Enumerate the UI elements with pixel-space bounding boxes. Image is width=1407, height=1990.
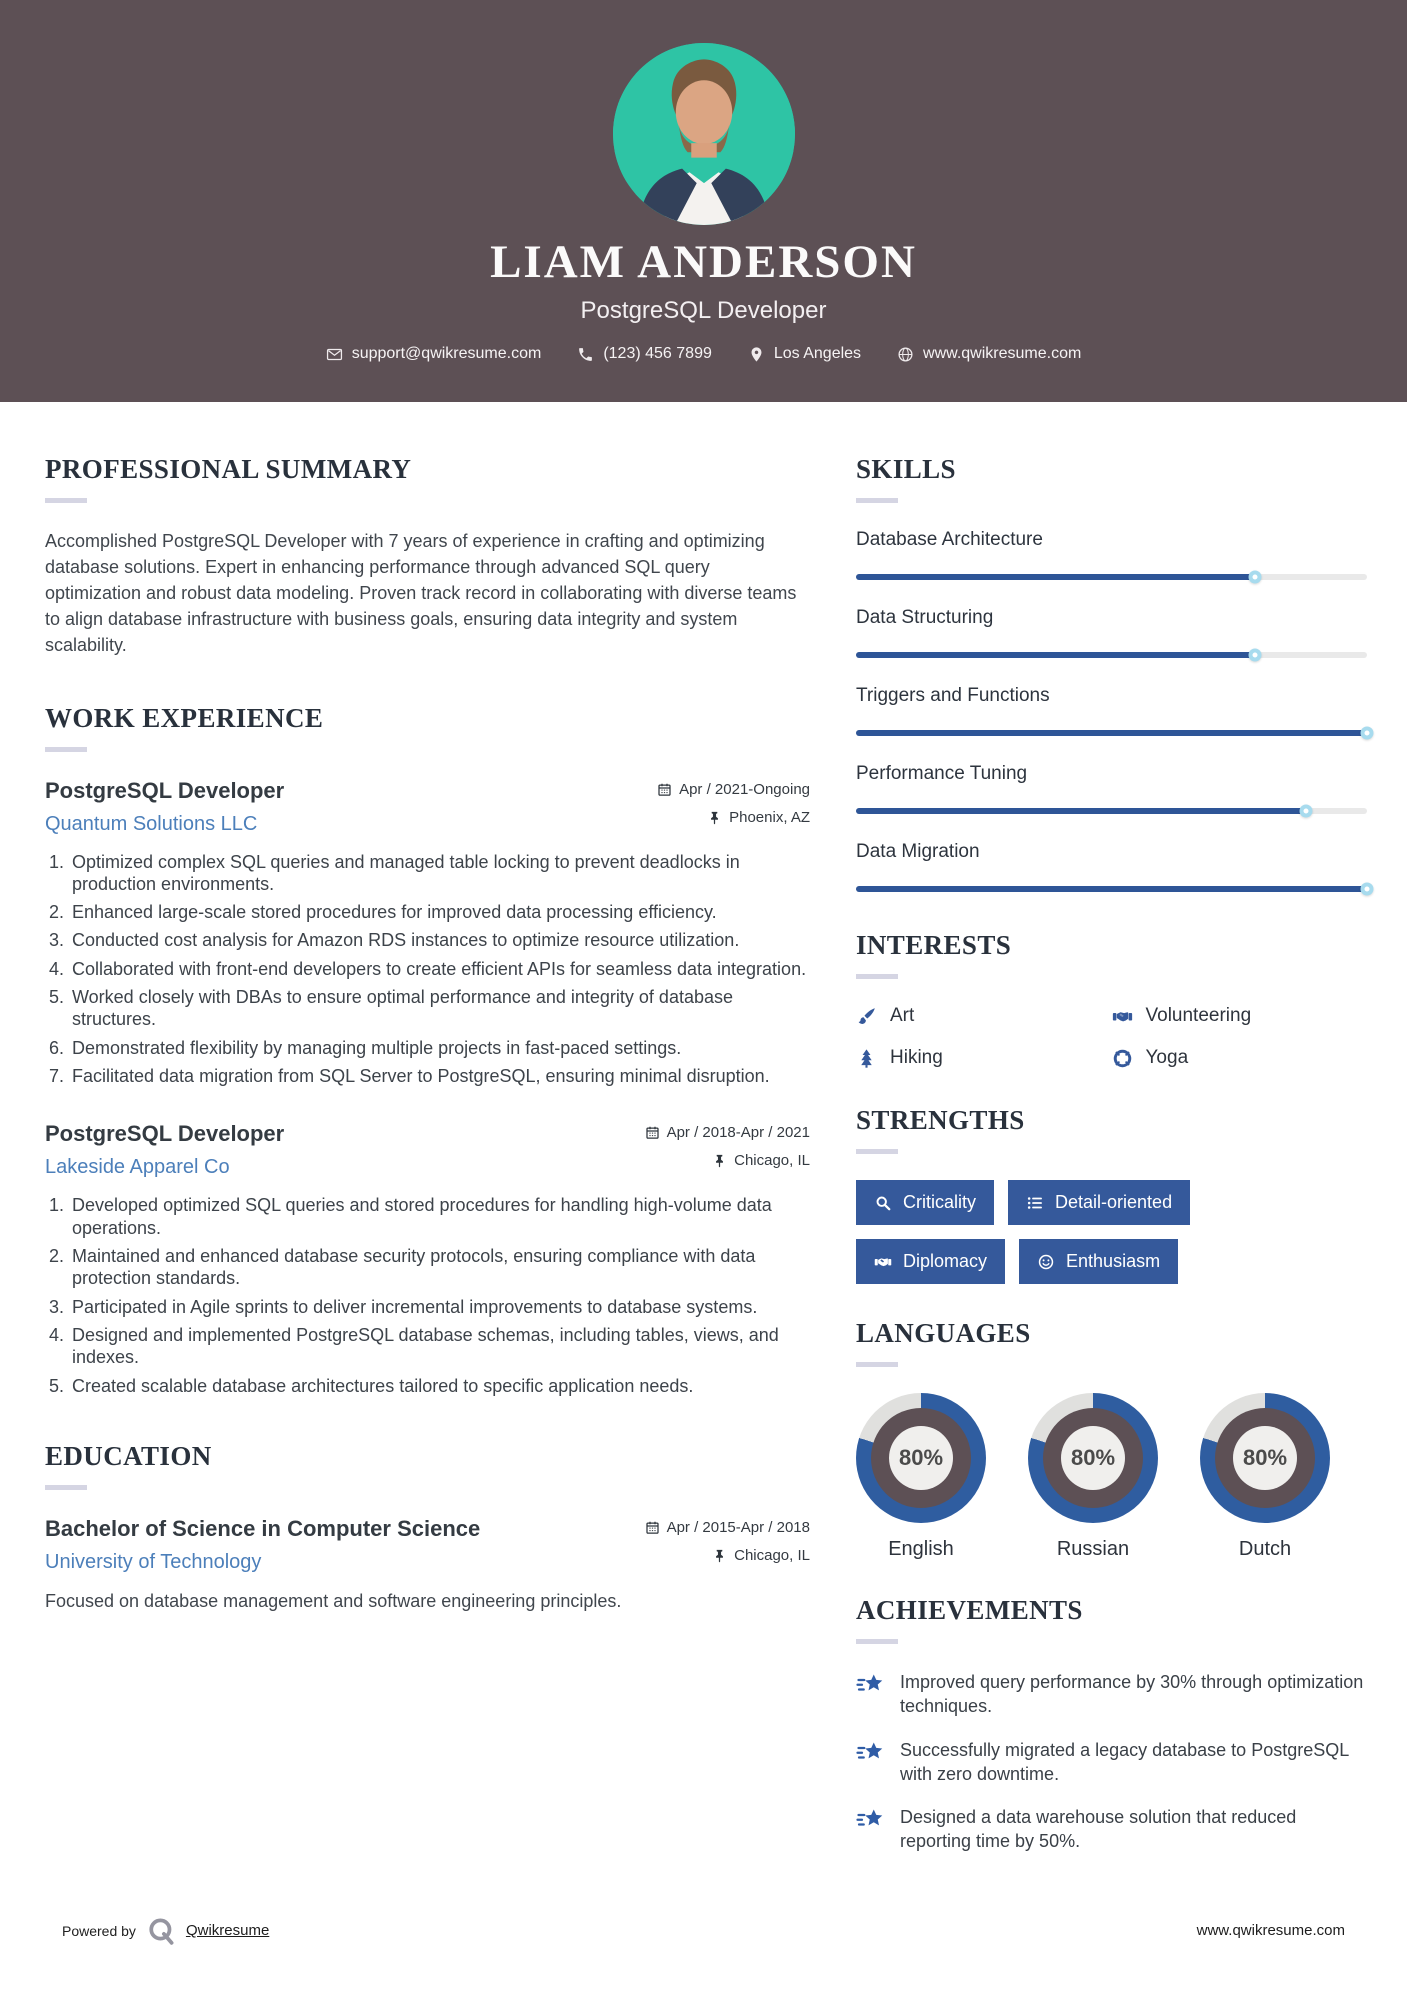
language-label: Russian	[1056, 1538, 1130, 1560]
skills-heading: SKILLS	[856, 454, 956, 484]
job-company-link[interactable]: Lakeside Apparel Co	[45, 1156, 230, 1179]
contact-row	[0, 345, 1407, 363]
language-percent: 80%	[889, 1426, 953, 1490]
degree-title: Bachelor of Science in Computer Science	[45, 1515, 481, 1541]
achievements-heading: ACHIEVEMENTS	[856, 1595, 1083, 1625]
languages-heading: LANGUAGES	[856, 1318, 1031, 1348]
qwikresume-brand-link[interactable]: Qwikresume	[185, 1922, 270, 1940]
skill-knob	[1361, 883, 1374, 896]
interest-item	[1112, 1047, 1368, 1069]
bullet-item: 3. Participated in Agile sprints to deliver incremental improvements to database systems.	[69, 1296, 810, 1318]
bullet-item: 4. Designed and implemented PostgreSQL database schemas, including tables, views, and indexes.	[69, 1324, 810, 1369]
language-donut-chart	[1028, 1393, 1158, 1523]
email-icon	[326, 346, 343, 363]
skill-label: Data Structuring	[856, 607, 994, 628]
bullet-item: 2. Enhanced large-scale stored procedures for improved data processing efficiency.	[69, 901, 810, 923]
school-link[interactable]: University of Technology	[45, 1550, 262, 1573]
pushpin-icon	[707, 810, 722, 825]
powered-by-label: Powered by	[62, 1922, 136, 1939]
contact-location	[748, 345, 861, 363]
header	[0, 0, 1407, 402]
language-label: English	[888, 1538, 954, 1560]
interest-label: Volunteering	[1145, 1005, 1252, 1026]
paintbrush-icon	[856, 1006, 877, 1027]
bullet-item: 2. Maintained and enhanced database security protocols, ensuring compliance with data protection standards.	[69, 1245, 810, 1290]
summary-text: Accomplished PostgreSQL Developer with 7 years of experience in crafting and optimizing database solutions. Expert in enhancing performance through advanced SQL query optimization and robust data modeling. Proven track record in collaborating with diverse teams to align database infrastructure with business goals, ensuring data integrity and system scalability.	[45, 531, 797, 655]
skill-item	[856, 529, 1367, 588]
section-work	[45, 703, 810, 1397]
strength-badge-criticality	[856, 1180, 994, 1225]
education-description: Focused on database management and software engineering principles.	[45, 1590, 622, 1611]
strength-label: Diplomacy	[903, 1251, 988, 1271]
strength-badge-detail-oriented	[1008, 1180, 1190, 1225]
interests-heading: INTERESTS	[856, 930, 1012, 960]
shooting-star-icon	[856, 1671, 886, 1701]
language-donut-chart	[1200, 1393, 1330, 1523]
language-item	[1200, 1393, 1330, 1561]
shooting-star-icon	[856, 1739, 886, 1769]
pushpin-icon	[712, 1153, 727, 1168]
bullet-item: 7. Facilitated data migration from SQL Server to PostgreSQL, ensuring minimal disruption.	[69, 1065, 810, 1087]
skill-fill	[856, 886, 1367, 892]
section-summary	[45, 454, 810, 659]
language-item	[856, 1393, 986, 1561]
language-label: Dutch	[1238, 1538, 1292, 1560]
bullet-item: 5. Created scalable database architectures tailored to specific application needs.	[69, 1375, 810, 1397]
education-dates-text: Apr / 2015-Apr / 2018	[666, 1518, 810, 1536]
contact-email[interactable]	[326, 345, 542, 363]
job-bullets	[45, 851, 810, 1088]
heading-rule	[856, 974, 898, 979]
handshake-icon	[1112, 1006, 1133, 1027]
section-achievements	[856, 1595, 1367, 1854]
job-location-text: Chicago, IL	[734, 1152, 810, 1170]
bullet-item: 5. Worked closely with DBAs to ensure optimal performance and integrity of database structures.	[69, 986, 810, 1031]
location-icon	[748, 346, 765, 363]
strengths-heading: STRENGTHS	[856, 1105, 1025, 1135]
skill-knob	[1299, 805, 1312, 818]
achievement-text: Successfully migrated a legacy database to PostgreSQL with zero downtime.	[900, 1739, 1349, 1784]
contact-phone-text: (123) 456 7899	[603, 345, 712, 362]
job-bullets	[45, 1194, 810, 1397]
heading-rule	[45, 747, 87, 752]
achievement-item	[856, 1670, 1367, 1719]
skill-fill	[856, 574, 1255, 580]
skill-slider	[856, 722, 1367, 744]
skill-slider	[856, 566, 1367, 588]
candidate-title: PostgreSQL Developer	[580, 297, 827, 324]
profile-photo	[613, 43, 795, 225]
bullet-item: 1. Optimized complex SQL queries and managed table locking to prevent deadlocks in production environments.	[69, 851, 810, 896]
skill-fill	[856, 652, 1255, 658]
skill-knob	[1361, 727, 1374, 740]
footer-site-link[interactable]: www.qwikresume.com	[1196, 1922, 1345, 1940]
tree-icon	[856, 1048, 877, 1069]
skill-label: Database Architecture	[856, 529, 1043, 550]
strength-badge-diplomacy	[856, 1239, 1005, 1284]
job-company-link[interactable]: Quantum Solutions LLC	[45, 812, 258, 835]
skill-item	[856, 763, 1367, 822]
job-entry	[45, 1121, 810, 1397]
skill-item	[856, 841, 1367, 900]
qwikresume-logo-icon	[146, 1916, 176, 1946]
skill-slider	[856, 800, 1367, 822]
skill-label: Performance Tuning	[856, 763, 1028, 784]
bullet-item: 1. Developed optimized SQL queries and stored procedures for handling high-volume data operations.	[69, 1194, 810, 1239]
job-location	[657, 809, 810, 826]
skill-slider	[856, 644, 1367, 666]
section-languages	[856, 1318, 1367, 1561]
job-entry	[45, 778, 810, 1088]
education-location-text: Chicago, IL	[734, 1546, 810, 1564]
heading-rule	[856, 1639, 898, 1644]
heading-rule	[45, 498, 87, 503]
job-dates	[645, 1124, 810, 1141]
education-heading: EDUCATION	[45, 1440, 212, 1471]
language-item	[1028, 1393, 1158, 1561]
phone-icon	[577, 346, 594, 363]
skill-knob	[1248, 649, 1261, 662]
globe-icon	[897, 346, 914, 363]
skill-fill	[856, 808, 1306, 814]
pushpin-icon	[712, 1548, 727, 1563]
strength-label: Enthusiasm	[1066, 1251, 1161, 1271]
interest-label: Art	[890, 1005, 915, 1026]
handshake-icon	[874, 1253, 892, 1271]
skill-item	[856, 685, 1367, 744]
work-heading: WORK EXPERIENCE	[45, 702, 324, 733]
calendar-icon	[657, 782, 672, 797]
interest-item	[856, 1005, 1112, 1027]
section-education	[45, 1441, 810, 1614]
skill-label: Triggers and Functions	[856, 685, 1050, 706]
shooting-star-icon	[856, 1806, 886, 1836]
strength-label: Detail-oriented	[1055, 1192, 1173, 1212]
bullet-item: 6. Demonstrated flexibility by managing multiple projects in fast-paced settings.	[69, 1037, 810, 1059]
job-title: PostgreSQL Developer	[45, 777, 285, 803]
skill-fill	[856, 730, 1367, 736]
content	[0, 402, 1407, 1898]
job-dates-text: Apr / 2018-Apr / 2021	[666, 1124, 810, 1142]
powered-by	[62, 1916, 269, 1946]
calendar-icon	[645, 1125, 660, 1140]
bullet-item: 3. Conducted cost analysis for Amazon RDS instances to optimize resource utilization.	[69, 929, 810, 951]
contact-email-text: support@qwikresume.com	[351, 345, 542, 362]
achievement-item	[856, 1805, 1367, 1854]
heading-rule	[856, 498, 898, 503]
job-location	[645, 1152, 810, 1169]
education-location	[645, 1547, 810, 1564]
job-location-text: Phoenix, AZ	[729, 808, 810, 826]
interest-label: Hiking	[890, 1047, 943, 1068]
job-title: PostgreSQL Developer	[45, 1121, 285, 1147]
skill-item	[856, 607, 1367, 666]
section-strengths	[856, 1105, 1367, 1284]
interest-item	[1112, 1005, 1368, 1027]
strength-badge-enthusiasm	[1019, 1239, 1178, 1284]
search-icon	[874, 1194, 892, 1212]
skill-label: Data Migration	[856, 841, 980, 862]
language-donut-chart	[856, 1393, 986, 1523]
bullet-item: 4. Collaborated with front-end developers to create efficient APIs for seamless data integration.	[69, 958, 810, 980]
education-dates	[645, 1519, 810, 1536]
achievement-text: Designed a data warehouse solution that reduced reporting time by 50%.	[900, 1807, 1297, 1852]
achievement-text: Improved query performance by 30% through optimization techniques.	[900, 1672, 1364, 1717]
calendar-icon	[645, 1520, 660, 1535]
footer	[0, 1898, 1407, 1990]
strength-label: Criticality	[903, 1192, 977, 1212]
achievement-item	[856, 1738, 1367, 1787]
smiley-icon	[1037, 1253, 1055, 1271]
summary-heading: PROFESSIONAL SUMMARY	[45, 454, 412, 484]
job-dates	[657, 781, 810, 798]
left-column	[45, 454, 810, 1898]
heading-rule	[856, 1362, 898, 1367]
skill-slider	[856, 878, 1367, 900]
list-icon	[1026, 1194, 1044, 1212]
candidate-name: LIAM ANDERSON	[490, 236, 917, 288]
contact-website-text: www.qwikresume.com	[923, 345, 1082, 362]
skill-knob	[1248, 571, 1261, 584]
avatar	[613, 43, 795, 225]
heading-rule	[856, 1149, 898, 1154]
section-interests	[856, 930, 1367, 1069]
contact-website[interactable]	[897, 345, 1081, 363]
job-dates-text: Apr / 2021-Ongoing	[679, 780, 810, 798]
interest-label: Yoga	[1145, 1047, 1189, 1068]
language-percent: 80%	[1061, 1426, 1125, 1490]
contact-location-text: Los Angeles	[773, 345, 862, 362]
right-column	[856, 454, 1367, 1898]
contact-phone	[577, 345, 712, 363]
interest-item	[856, 1047, 1112, 1069]
language-percent: 80%	[1233, 1426, 1297, 1490]
heading-rule	[45, 1485, 87, 1490]
lifebuoy-icon	[1112, 1048, 1133, 1069]
section-skills	[856, 454, 1367, 900]
